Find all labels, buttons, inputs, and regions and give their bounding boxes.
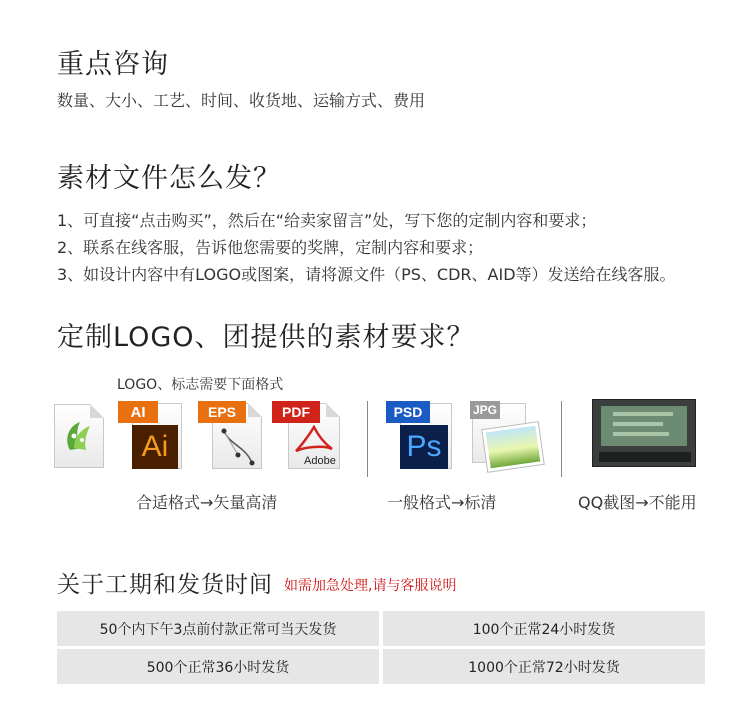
delivery-table-cell: 50个内下午3点前付款正常可当天发货 xyxy=(57,611,379,646)
caption-standard: 一般格式→标清 xyxy=(387,493,497,512)
divider xyxy=(561,401,562,477)
instruction-line: 1、可直接“点击购买”，然后在“给卖家留言”处，写下您的定制内容和要求； xyxy=(57,211,597,230)
qq-screenshot-thumbnail xyxy=(592,399,696,467)
psd-tab-label: PSD xyxy=(386,401,430,423)
jpg-file-icon xyxy=(470,401,546,473)
ai-file-icon xyxy=(118,401,186,471)
section-title-logo-requirements: 定制LOGO、团提供的素材要求？ xyxy=(57,322,475,353)
ai-logo: Ai xyxy=(132,425,178,469)
material-instructions xyxy=(57,207,676,288)
section-title-material: 素材文件怎么发？ xyxy=(57,163,281,194)
caption-not-usable: QQ截图→不能用 xyxy=(578,493,697,512)
adobe-label: Adobe xyxy=(304,455,336,467)
photo-frame xyxy=(481,421,545,473)
pdf-file-icon xyxy=(272,401,344,471)
ai-tab-label: AI xyxy=(118,401,158,423)
instruction-line: 3、如设计内容中有LOGO或图案，请将源文件（PS、CDR、AID等）发送给在线客服。 xyxy=(57,265,676,284)
eps-tab-label: EPS xyxy=(198,401,246,423)
logo-format-note: LOGO、标志需要下面格式 xyxy=(117,377,284,393)
section-title-consult: 重点咨询 xyxy=(57,49,169,80)
psd-file-icon xyxy=(386,401,458,471)
instruction-line: 2、联系在线客服，告诉他您需要的奖牌，定制内容和要求； xyxy=(57,238,484,257)
divider xyxy=(367,401,368,477)
caption-vector: 合适格式→矢量高清 xyxy=(136,493,278,512)
delivery-table-cell: 100个正常24小时发货 xyxy=(383,611,705,646)
jpg-tab-label: JPG xyxy=(470,401,500,419)
cdr-file-icon xyxy=(54,404,104,468)
section-title-delivery: 关于工期和发货时间 xyxy=(57,572,273,598)
pdf-tab-label: PDF xyxy=(272,401,320,423)
ps-logo: Ps xyxy=(400,425,448,469)
delivery-table-cell: 1000个正常72小时发货 xyxy=(383,649,705,684)
eps-file-icon xyxy=(198,401,266,471)
delivery-table-cell: 500个正常36小时发货 xyxy=(57,649,379,684)
consult-items: 数量、大小、工艺、时间、收货地、运输方式、费用 xyxy=(57,91,426,110)
rush-note: 如需加急处理,请与客服说明 xyxy=(284,578,457,594)
